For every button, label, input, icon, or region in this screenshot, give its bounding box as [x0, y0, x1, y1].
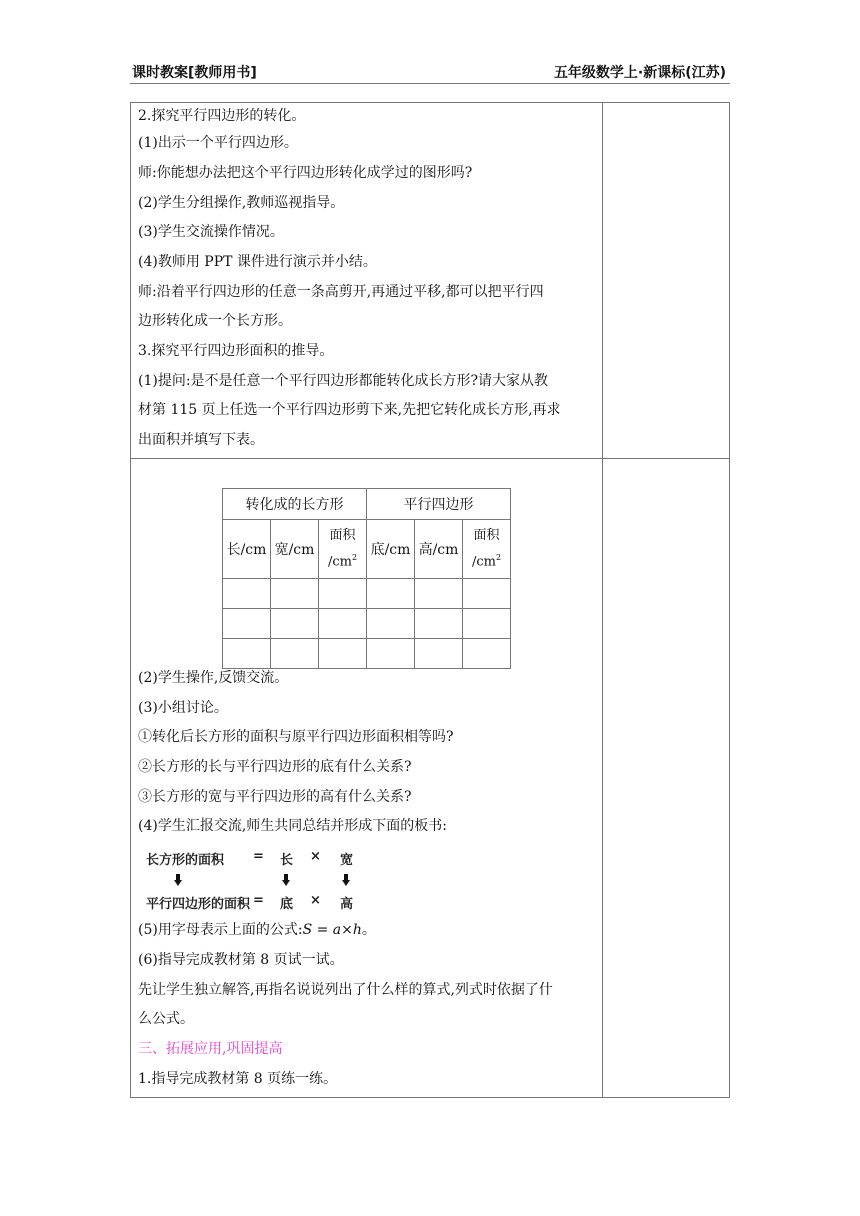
- table-cell[interactable]: [319, 579, 367, 609]
- formula-h: h: [352, 922, 362, 938]
- text-line: (3)小组讨论。: [138, 700, 228, 716]
- table-cell[interactable]: [415, 609, 463, 639]
- table-cell[interactable]: [271, 639, 319, 669]
- table-cell[interactable]: [415, 639, 463, 669]
- board-equals: =: [253, 893, 264, 908]
- table-cell[interactable]: [463, 609, 511, 639]
- col-header-para-area: [463, 520, 511, 579]
- formula-end: 。: [361, 922, 376, 938]
- text-line: ①转化后长方形的面积与原平行四边形面积相等吗?: [138, 729, 454, 745]
- text-line: (2)学生分组操作,教师巡视指导。: [138, 195, 345, 211]
- text-line: 么公式。: [138, 1011, 194, 1027]
- board-times: ×: [310, 849, 321, 864]
- down-arrow-icon: [342, 874, 350, 886]
- table-cell[interactable]: [463, 639, 511, 669]
- board-height: 高: [340, 897, 354, 912]
- table-cell[interactable]: [223, 609, 271, 639]
- board-base: 底: [280, 897, 294, 912]
- formula-a: a: [332, 922, 342, 938]
- down-arrow-icon: [174, 874, 182, 886]
- formula-S: S: [302, 922, 313, 938]
- unit-superscript: 2: [351, 552, 358, 562]
- col-header-width: 宽/cm: [271, 520, 319, 579]
- header-divider: [130, 83, 730, 84]
- text-line: (1)提问:是不是任意一个平行四边形都能转化成长方形?请大家从教: [138, 373, 549, 389]
- table-cell[interactable]: [415, 579, 463, 609]
- col-header-height: 高/cm: [415, 520, 463, 579]
- table-cell[interactable]: [367, 579, 415, 609]
- group-header-rectangle: 转化成的长方形: [223, 489, 367, 520]
- text-line: 材第 115 页上任选一个平行四边形剪下来,先把它转化成长方形,再求: [138, 402, 561, 418]
- col-header-rect-area: [319, 520, 367, 579]
- col-header-area-unit: /cm: [471, 554, 496, 570]
- table-cell[interactable]: [367, 639, 415, 669]
- col-header-area-label: 面积: [329, 527, 356, 543]
- unit-superscript: 2: [495, 552, 502, 562]
- text-line: ②长方形的长与平行四边形的底有什么关系?: [138, 759, 412, 775]
- board-rect-area: 长方形的面积: [146, 853, 225, 868]
- table-cell[interactable]: [367, 609, 415, 639]
- table-row: [223, 639, 511, 669]
- formula-equals: =: [312, 922, 333, 938]
- group-header-parallelogram: 平行四边形: [367, 489, 511, 520]
- board-times: ×: [310, 893, 321, 908]
- section-title: 三、拓展应用,巩固提高: [138, 1041, 283, 1057]
- text-line: (6)指导完成教材第 8 页试一试。: [138, 952, 344, 968]
- table-row: [223, 609, 511, 639]
- formula-times: ×: [341, 922, 353, 938]
- text-line: (3)学生交流操作情况。: [138, 224, 284, 240]
- table-cell[interactable]: [463, 579, 511, 609]
- row-divider: [130, 458, 730, 459]
- board-length: 长: [280, 853, 294, 868]
- formula-line: [138, 920, 598, 940]
- table-cell[interactable]: [319, 609, 367, 639]
- col-header-area-unit: /cm: [327, 554, 352, 570]
- text-line: 出面积并填写下表。: [138, 432, 264, 448]
- formula-prefix: (5)用字母表示上面的公式:: [138, 922, 303, 938]
- record-table: [222, 488, 511, 669]
- text-line: (1)出示一个平行四边形。: [138, 135, 298, 151]
- text-line: (4)教师用 PPT 课件进行演示并小结。: [138, 254, 377, 270]
- down-arrow-icon: [282, 874, 290, 886]
- board-para-area: 平行四边形的面积: [146, 897, 251, 912]
- text-line: 2.探究平行四边形的转化。: [138, 108, 306, 124]
- col-header-area-label: 面积: [473, 527, 500, 543]
- table-cell[interactable]: [271, 579, 319, 609]
- text-line: 边形转化成一个长方形。: [138, 313, 292, 329]
- column-divider: [602, 102, 603, 1098]
- page-header-left: 课时教案[教师用书]: [132, 65, 257, 81]
- table-row: [223, 579, 511, 609]
- board-width: 宽: [340, 853, 354, 868]
- text-line: (4)学生汇报交流,师生共同总结并形成下面的板书:: [138, 818, 447, 834]
- text-line: 3.探究平行四边形面积的推导。: [138, 343, 334, 359]
- table-cell[interactable]: [223, 579, 271, 609]
- col-header-length: 长/cm: [223, 520, 271, 579]
- text-line: (2)学生操作,反馈交流。: [138, 670, 289, 686]
- table-cell[interactable]: [271, 609, 319, 639]
- text-line: ③长方形的宽与平行四边形的高有什么关系?: [138, 789, 412, 805]
- page-header-right: 五年级数学上·新课标(江苏): [553, 65, 726, 81]
- board-equals: =: [253, 849, 264, 864]
- text-line: 1.指导完成教材第 8 页练一练。: [138, 1071, 338, 1087]
- table-cell[interactable]: [319, 639, 367, 669]
- col-header-base: 底/cm: [367, 520, 415, 579]
- table-cell[interactable]: [223, 639, 271, 669]
- text-line: 师:你能想办法把这个平行四边形转化成学过的图形吗?: [138, 165, 473, 181]
- text-line: 师:沿着平行四边形的任意一条高剪开,再通过平移,都可以把平行四: [138, 284, 544, 300]
- text-line: 先让学生独立解答,再指名说说列出了什么样的算式,列式时依据了什: [138, 982, 553, 998]
